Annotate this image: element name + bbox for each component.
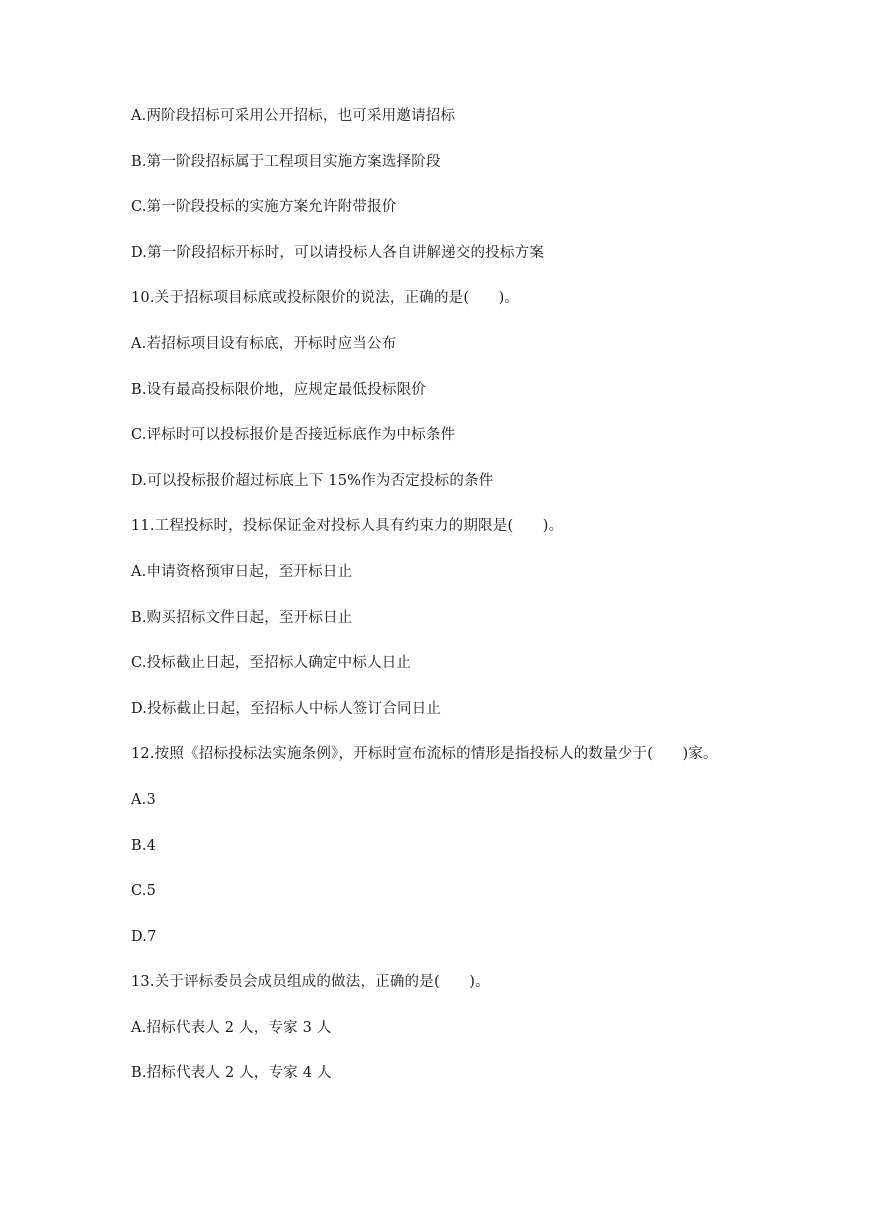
option-line: C.5 xyxy=(131,883,157,900)
option-line: C.评标时可以投标报价是否接近标底作为中标条件 xyxy=(131,427,456,444)
option-line: B.第一阶段招标属于工程项目实施方案选择阶段 xyxy=(131,153,441,170)
option-line: A.招标代表人 2 人，专家 3 人 xyxy=(131,1019,332,1036)
option-line: A.3 xyxy=(131,791,156,808)
option-line: A.两阶段招标可采用公开招标，也可采用邀请招标 xyxy=(131,108,456,124)
question-line: 13.关于评标委员会成员组成的做法，正确的是( )。 xyxy=(131,974,490,991)
question-line: 11.工程投标时，投标保证金对投标人具有约束力的期限是( )。 xyxy=(131,518,564,535)
option-line: D.第一阶段招标开标时，可以请投标人各自讲解递交的投标方案 xyxy=(131,244,545,261)
option-line: D.可以投标报价超过标底上下 15%作为否定投标的条件 xyxy=(131,472,494,489)
question-text-block xyxy=(131,104,829,1107)
option-line: A.若招标项目设有标底，开标时应当公布 xyxy=(131,335,397,352)
option-line: A.申请资格预审日起，至开标日止 xyxy=(131,563,353,580)
option-line: D.7 xyxy=(131,928,157,945)
option-line: B.设有最高投标限价地，应规定最低投标限价 xyxy=(131,381,426,398)
option-line: B.招标代表人 2 人，专家 4 人 xyxy=(131,1065,332,1082)
question-line: 10.关于招标项目标底或投标限价的说法，正确的是( )。 xyxy=(131,290,520,307)
option-line: C.第一阶段投标的实施方案允许附带报价 xyxy=(131,199,397,216)
option-line: C.投标截止日起，至招标人确定中标人日止 xyxy=(131,655,412,672)
option-line: D.投标截止日起，至招标人中标人签订合同日止 xyxy=(131,700,442,717)
question-line: 12.按照《招标投标法实施条例》，开标时宣布流标的情形是指投标人的数量少于( )家。 xyxy=(131,746,718,763)
option-line: B.4 xyxy=(131,837,157,854)
option-line: B.购买招标文件日起，至开标日止 xyxy=(131,609,353,626)
